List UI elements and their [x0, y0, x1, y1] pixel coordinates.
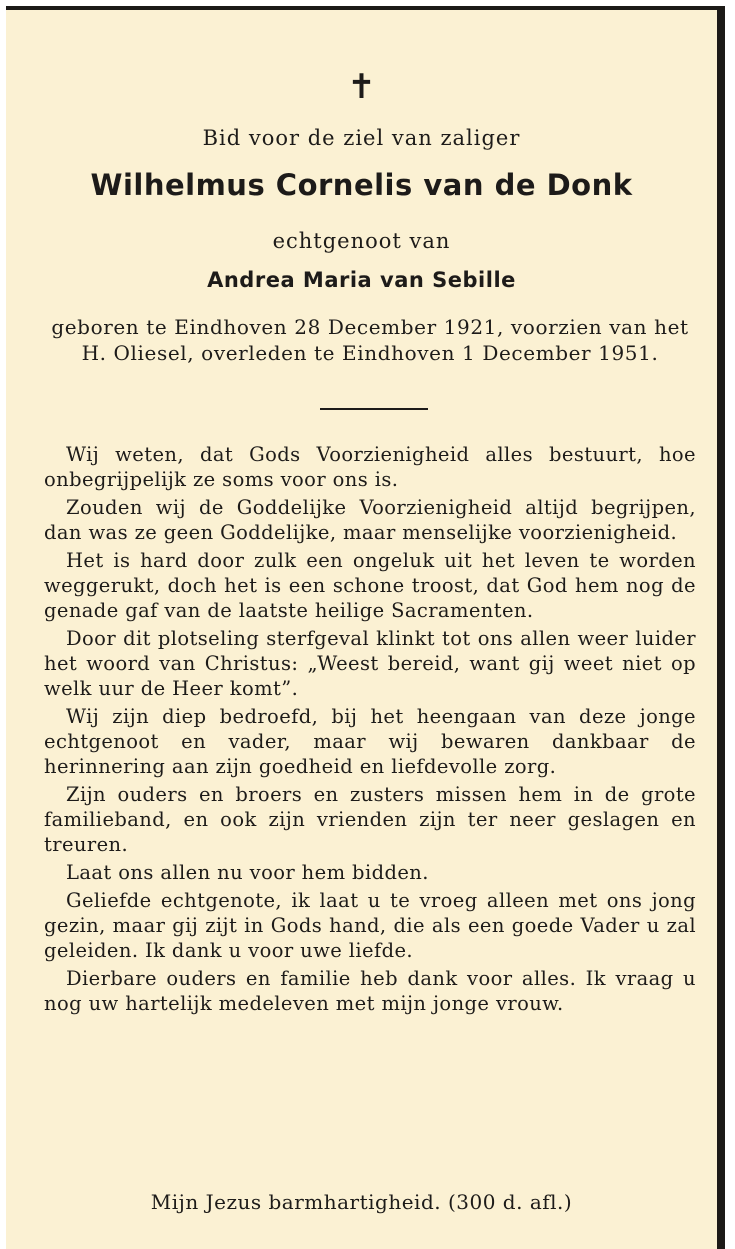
paragraph: Dierbare ouders en familie heb dank voor alles. Ik vraag u nog uw hartelijk medeleven met mijn jonge vrouw. — [44, 967, 696, 1015]
prayer-intro: Bid voor de ziel van zaliger — [202, 126, 521, 150]
paragraph: Wij zijn diep bedroefd, bij het heengaan van deze jonge echtgenoot en vader, maar wij bewaren dankbaar de herinnering aan zijn goedheid en liefdevolle zorg. — [44, 705, 696, 778]
deceased-name: Wilhelmus Cornelis van de Donk — [90, 168, 633, 202]
closing-prayer: Mijn Jezus barmhartigheid. (300 d. afl.) — [150, 1190, 573, 1214]
memorial-text — [44, 442, 696, 1019]
paragraph: Door dit plotseling sterfgeval klinkt tot ons allen weer luider het woord van Christus: „Weest bereid, want gij weet niet op welk uur de Heer komt”. — [44, 627, 696, 700]
spouse-name: Andrea Maria van Sebille — [207, 268, 516, 292]
paragraph: Zijn ouders en broers en zusters missen hem in de grote familieband, en ook zijn vrienden zijn ter neer geslagen en treuren. — [44, 783, 696, 856]
divider — [320, 408, 428, 410]
paragraph: Geliefde echtgenote, ik laat u te vroeg alleen met ons jong gezin, maar gij zijt in Gods hand, die als een goede Vader u zal geleiden. Ik dank u voor uwe liefde. — [44, 889, 696, 962]
paragraph: Zouden wij de Goddelijke Voorzienigheid altijd begrijpen, dan was ze geen Goddelijke, maar menselijke voorzienigheid. — [44, 496, 696, 544]
paragraph: Laat ons allen nu voor hem bidden. — [66, 861, 429, 884]
birth-death-details: geboren te Eindhoven 28 December 1921, voorzien van het H. Oliesel, overleden te Eindhoven 1 December 1951. — [51, 315, 689, 365]
spouse-intro: echtgenoot van — [272, 229, 451, 253]
memorial-card — [6, 6, 725, 1249]
cross-icon: ✝ — [347, 67, 376, 107]
paragraph: Wij weten, dat Gods Voorzienigheid alles bestuurt, hoe onbegrijpelijk ze soms voor ons is. — [44, 443, 696, 491]
paragraph: Het is hard door zulk een ongeluk uit het leven te worden weggerukt, doch het is een schone troost, dat God hem nog de genade gaf van de laatste heilige Sacramenten. — [44, 549, 696, 622]
